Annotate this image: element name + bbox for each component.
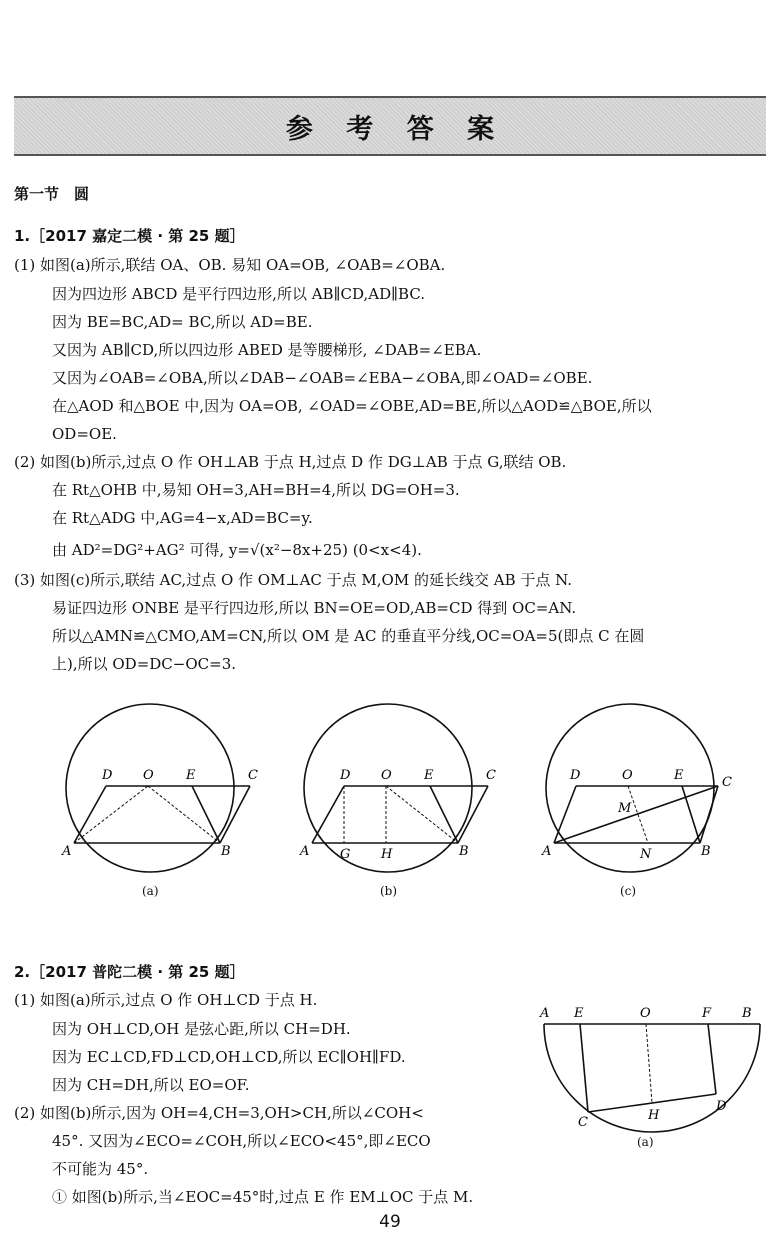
label-H: H (381, 847, 393, 862)
p1-line: 所以△AMN≌△CMO,AM=CN,所以 OM 是 AC 的垂直平分线,OC=OA=5(即点 C 在圆 (52, 627, 645, 645)
label-A: A (542, 844, 552, 859)
label-O: O (622, 768, 633, 783)
p1-line: (1) 如图(a)所示,联结 OA、OB. 易知 OA=OB, ∠OAB=∠OBA. (14, 256, 446, 274)
label-B: B (459, 844, 469, 859)
label-D: D (570, 768, 581, 783)
label-D: D (340, 768, 351, 783)
p1-line: (3) 如图(c)所示,联结 AC,过点 O 作 OM⊥AC 于点 M,OM 的延长线交 AB 于点 N. (14, 571, 573, 589)
p1-line: 易证四边形 ONBE 是平行四边形,所以 BN=OE=OD,AB=CD 得到 OC=AN. (52, 599, 577, 617)
label-B: B (701, 844, 711, 859)
figure-2a (536, 1000, 766, 1150)
p2-line: ① 如图(b)所示,当∠EOC=45°时,过点 E 作 EM⊥OC 于点 M. (52, 1188, 474, 1206)
p2-line: 因为 EC⊥CD,FD⊥CD,OH⊥CD,所以 EC∥OH∥FD. (52, 1048, 406, 1066)
label-A: A (300, 844, 310, 859)
p1-line: (2) 如图(b)所示,过点 O 作 OH⊥AB 于点 H,过点 D 作 DG⊥AB 于点 G,联结 OB. (14, 453, 567, 471)
label-M: M (618, 801, 632, 816)
label-G: G (340, 847, 351, 862)
label-H: H (648, 1108, 660, 1123)
p2-line: (1) 如图(a)所示,过点 O 作 OH⊥CD 于点 H. (14, 991, 318, 1009)
p2-line: 因为 CH=DH,所以 EO=OF. (52, 1076, 250, 1094)
label-C: C (722, 775, 732, 790)
section-title: 第一节 圆 (14, 185, 90, 203)
p2-line: (2) 如图(b)所示,因为 OH=4,CH=3,OH>CH,所以∠COH< (14, 1104, 424, 1122)
p1-line: 在△AOD 和△BOE 中,因为 OA=OB, ∠OAD=∠OBE,AD=BE,所以△AOD≌△BOE,所以 (52, 397, 652, 415)
label-E: E (674, 768, 684, 783)
label-B: B (221, 844, 231, 859)
p1-line: 在 Rt△OHB 中,易知 OH=3,AH=BH=4,所以 DG=OH=3. (52, 481, 460, 499)
label-E: E (424, 768, 434, 783)
label-F: F (702, 1006, 712, 1021)
label-N: N (640, 847, 652, 862)
figure-1c-caption: (c) (620, 884, 637, 898)
label-O: O (381, 768, 392, 783)
figure-1b (288, 700, 503, 900)
label-A: A (540, 1006, 550, 1021)
problem-2-heading: 2.［2017 普陀二模 · 第 25 题］ (14, 963, 245, 981)
p1-line: 因为 BE=BC,AD= BC,所以 AD=BE. (52, 313, 313, 331)
page-number: 49 (379, 1212, 401, 1232)
label-A: A (62, 844, 72, 859)
p1-line: 上),所以 OD=DC−OC=3. (52, 655, 237, 673)
p1-line: 又因为 AB∥CD,所以四边形 ABED 是等腰梯形, ∠DAB=∠EBA. (52, 341, 482, 359)
label-C: C (578, 1115, 588, 1130)
p2-line: 45°. 又因为∠ECO=∠COH,所以∠ECO<45°,即∠ECO (52, 1132, 431, 1150)
p2-line: 因为 OH⊥CD,OH 是弦心距,所以 CH=DH. (52, 1020, 351, 1038)
label-O: O (640, 1006, 651, 1021)
p1-line: 在 Rt△ADG 中,AG=4−x,AD=BC=y. (52, 509, 313, 527)
label-C: C (248, 768, 258, 783)
page-title: 参 考 答 案 (285, 113, 507, 145)
label-E: E (574, 1006, 584, 1021)
p1-line: 因为四边形 ABCD 是平行四边形,所以 AB∥CD,AD∥BC. (52, 285, 426, 303)
label-B: B (742, 1006, 752, 1021)
label-E: E (186, 768, 196, 783)
p2-line: 不可能为 45°. (52, 1160, 149, 1178)
label-D: D (102, 768, 113, 783)
figure-1b-caption: (b) (380, 884, 398, 898)
p1-line: 由 AD²=DG²+AG² 可得, y=√(x²−8x+25) (0<x<4). (52, 541, 422, 559)
label-D: D (716, 1099, 727, 1114)
figure-2a-caption: (a) (637, 1135, 654, 1149)
figure-1c (530, 700, 745, 900)
figure-1a (50, 700, 265, 900)
answer-banner (14, 96, 766, 156)
p1-line: OD=OE. (52, 425, 117, 443)
p1-line: 又因为∠OAB=∠OBA,所以∠DAB−∠OAB=∠EBA−∠OBA,即∠OAD=∠OBE. (52, 369, 593, 387)
label-O: O (143, 768, 154, 783)
label-C: C (486, 768, 496, 783)
problem-1-heading: 1.［2017 嘉定二模 · 第 25 题］ (14, 227, 245, 245)
figure-1a-caption: (a) (142, 884, 159, 898)
